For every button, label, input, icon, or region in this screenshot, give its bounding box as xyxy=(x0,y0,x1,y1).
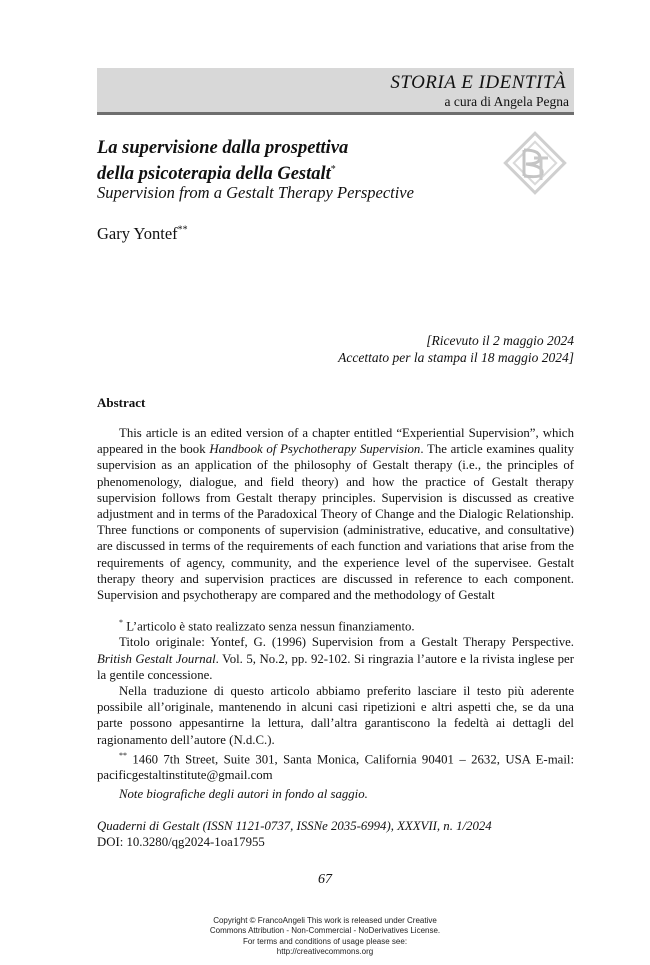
license-line-2: Commons Attribution - Non-Commercial - NoDerivatives License. xyxy=(209,926,441,936)
page-number: 67 xyxy=(318,872,332,887)
footnotes xyxy=(97,615,574,784)
submission-dates xyxy=(338,332,574,366)
footnote-original-title: Titolo originale: Yontef, G. (1996) Supervision from a Gestalt Therapy Perspective. British Gestalt Journal. Vol. 5, No.2, pp. 92-102. Si ringrazia l’autore e la rivista inglese per la gentile concessione. xyxy=(97,635,574,682)
article-subtitle: Supervision from a Gestalt Therapy Perspective xyxy=(97,183,414,202)
title-footnote-mark: * xyxy=(330,164,336,175)
article-title-line1: La supervisione dalla prospettiva xyxy=(97,138,349,158)
article-title xyxy=(97,137,497,185)
license-line-1: Copyright © FrancoAngeli This work is released under Creative xyxy=(213,916,437,925)
abstract-text-part1: This article is an edited version of a chapter entitled “Experiential Supervision”, which appeared in the book xyxy=(97,426,574,457)
journal-citation xyxy=(97,818,492,850)
abstract-text xyxy=(97,425,574,603)
abstract-book-title: Handbook of Psychotherapy Supervision xyxy=(209,442,421,457)
abstract-heading: Abstract xyxy=(97,395,146,410)
article-author xyxy=(97,224,188,244)
article-title-line2: della psicoterapia della Gestalt xyxy=(97,164,331,185)
license-notice xyxy=(0,916,650,958)
doi: DOI: 10.3280/qg2024-1oa17955 xyxy=(97,835,265,850)
section-curator: a cura di Angela Pegna xyxy=(444,94,569,109)
publisher-monogram-logo xyxy=(500,128,570,198)
journal-line: Quaderni di Gestalt (ISSN 1121-0737, ISSNe 2035-6994), XXXVII, n. 1/2024 xyxy=(97,819,492,833)
author-footnote-mark: ** xyxy=(177,224,188,236)
footnote-funding: * L’articolo è stato realizzato senza nessun finanziamento. xyxy=(119,618,415,634)
footnote-translation-note: Nella traduzione di questo articolo abbiamo preferito lasciare il testo più aderente possibile all’originale, mantenendo in alcuni casi ripetizioni e altri aspetti che, se da una parte possono appesantirne la lettura, dall’altra garantiscono la fedeltà ai dettagli del ragionamento dell’autore (N.d.C.). xyxy=(97,684,574,747)
footnote-mark-2: ** xyxy=(119,750,127,760)
footnote-address: ** 1460 7th Street, Suite 301, Santa Monica, California 90401 – 2632, USA E-mail: pacificgestaltinstitute@gmail.com xyxy=(97,750,574,783)
author-name: Gary Yontef xyxy=(97,224,178,243)
bio-note: Note biografiche degli autori in fondo al saggio. xyxy=(119,787,368,801)
received-date: [Ricevuto il 2 maggio 2024 xyxy=(426,333,574,348)
original-journal: British Gestalt Journal xyxy=(97,651,216,666)
license-link[interactable]: http://creativecommons.org xyxy=(276,947,374,957)
accepted-date: Accettato per la stampa il 18 maggio 2024] xyxy=(338,350,574,365)
footnote-mark-1: * xyxy=(119,618,123,627)
abstract-text-part2: . The article examines quality supervision as an application of the philosophy of Gestalt therapy (i.e., the principles of phenomenology, dialogue, and field theory) and how the practice of Gestalt therapy supervision follows from Gestalt therapy principles. Supervision is discussed as creative adjustment and in terms of the Paradoxical Theory of Change and the Dialogic Relationship. Three functions or components of supervision (administrative, educative, and consultative) are discussed in terms of the requirements of each function and variations that arise from the requirements of agency, community, and the experience level of the supervisee. Gestalt therapy theory and supervision practices are discussed in reference to each component. Supervision and psychotherapy are compared and the methodology of Gestalt xyxy=(97,442,574,603)
section-header-band xyxy=(97,68,574,115)
section-title: STORIA E IDENTITÀ xyxy=(390,72,566,93)
license-line-3: For terms and conditions of usage please see: xyxy=(242,936,408,946)
